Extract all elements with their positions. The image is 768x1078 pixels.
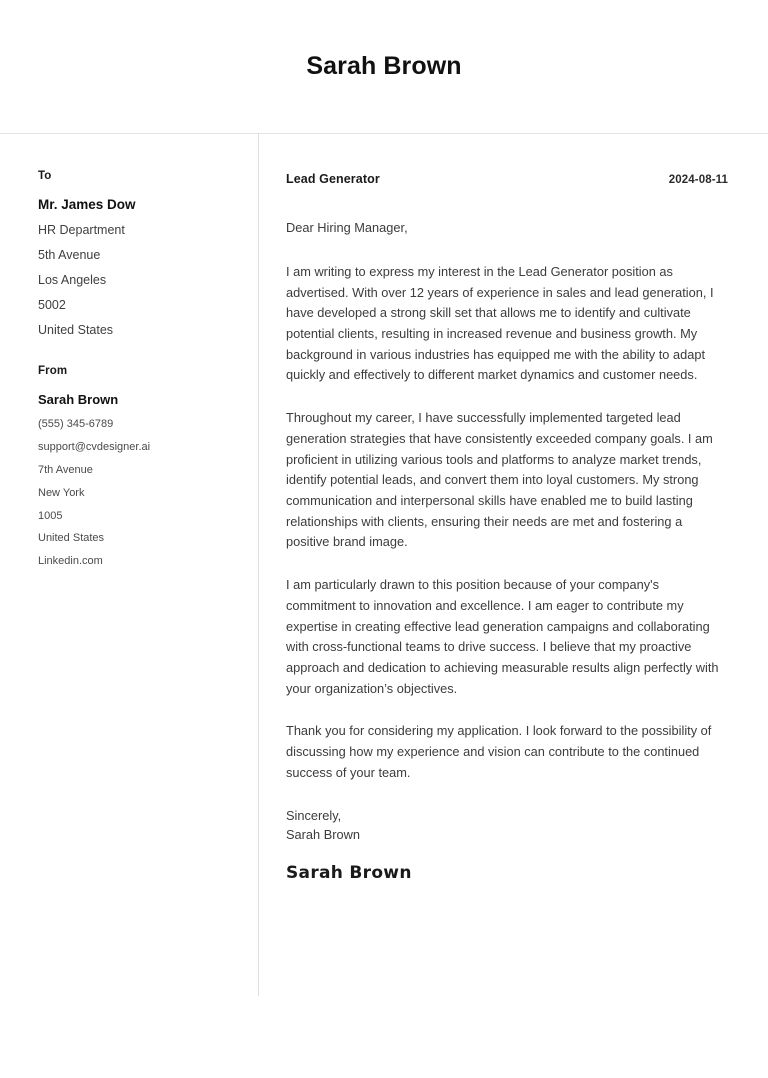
to-section-label: To	[38, 170, 52, 182]
letter-closing-name: Sarah Brown	[286, 827, 360, 843]
address-sidebar	[0, 134, 258, 577]
sender-address-line: 7th Avenue	[38, 463, 93, 476]
sender-name: Sarah Brown	[38, 391, 119, 407]
letter-paragraph: Throughout my career, I have successfully implemented targeted lead generation strategies that have consistently exceeded company goals. I am proficient in utilizing various tools and platforms to analyze market trends, identify potential leads, and convert them into loyal customers. My strong communication and interpersonal skills have enabled me to build lasting relationships with clients, ensuring their needs are met and fostering a positive brand image.	[286, 410, 713, 550]
column-divider	[258, 134, 259, 996]
sender-address-block	[38, 391, 238, 569]
letter-closing: Sincerely,	[286, 807, 342, 823]
sender-address-line: 1005	[38, 509, 63, 522]
sender-phone: (555) 345-6789	[38, 418, 114, 431]
sender-email: support@cvdesigner.ai	[38, 440, 151, 453]
sender-address-line: New York	[38, 486, 85, 499]
recipient-name: Mr. James Dow	[38, 197, 136, 212]
recipient-address-line: HR Department	[38, 223, 125, 238]
letter-paragraph: I am particularly drawn to this position because of your company's commitment to innovation and excellence. I am eager to contribute my expertise in creating effective lead generation campaigns and collaborating with cross-functional teams to drive success. I believe that my proactive approach and dedication to achieving measurable results align perfectly with your organization’s objectives.	[286, 577, 719, 696]
document-header	[0, 0, 768, 133]
letter-header-row	[286, 172, 728, 186]
letter-date: 2024-08-11	[668, 174, 728, 186]
job-title: Lead Generator	[286, 172, 380, 186]
recipient-address-line: 5th Avenue	[38, 248, 101, 263]
page-title: Sarah Brown	[306, 52, 462, 80]
sender-website: Linkedin.com	[38, 555, 103, 568]
letter-paragraph: I am writing to express my interest in the Lead Generator position as advertised. With over 12 years of experience in sales and lead generation, I have developed a strong skill set that allows me to identify and cultivate potential clients, resulting in increased revenue and business growth. My background in various industries has equipped me with the ability to adapt quickly and effectively to different market dynamics and customer needs.	[286, 263, 714, 383]
recipient-address-line: United States	[38, 322, 114, 337]
signature: Sarah Brown	[286, 863, 412, 884]
from-section-label: From	[38, 364, 68, 377]
letter-salutation: Dear Hiring Manager,	[286, 220, 408, 235]
recipient-address-line: 5002	[38, 297, 66, 312]
letter-paragraph: Thank you for considering my application. I look forward to the possibility of discussing how my experience and vision can contribute to the continued success of your team.	[286, 723, 712, 780]
document-body	[0, 134, 768, 883]
recipient-address-line: Los Angeles	[38, 272, 107, 287]
sender-address-line: United States	[38, 532, 105, 545]
letter-content	[258, 134, 768, 883]
recipient-address-block	[38, 196, 238, 339]
